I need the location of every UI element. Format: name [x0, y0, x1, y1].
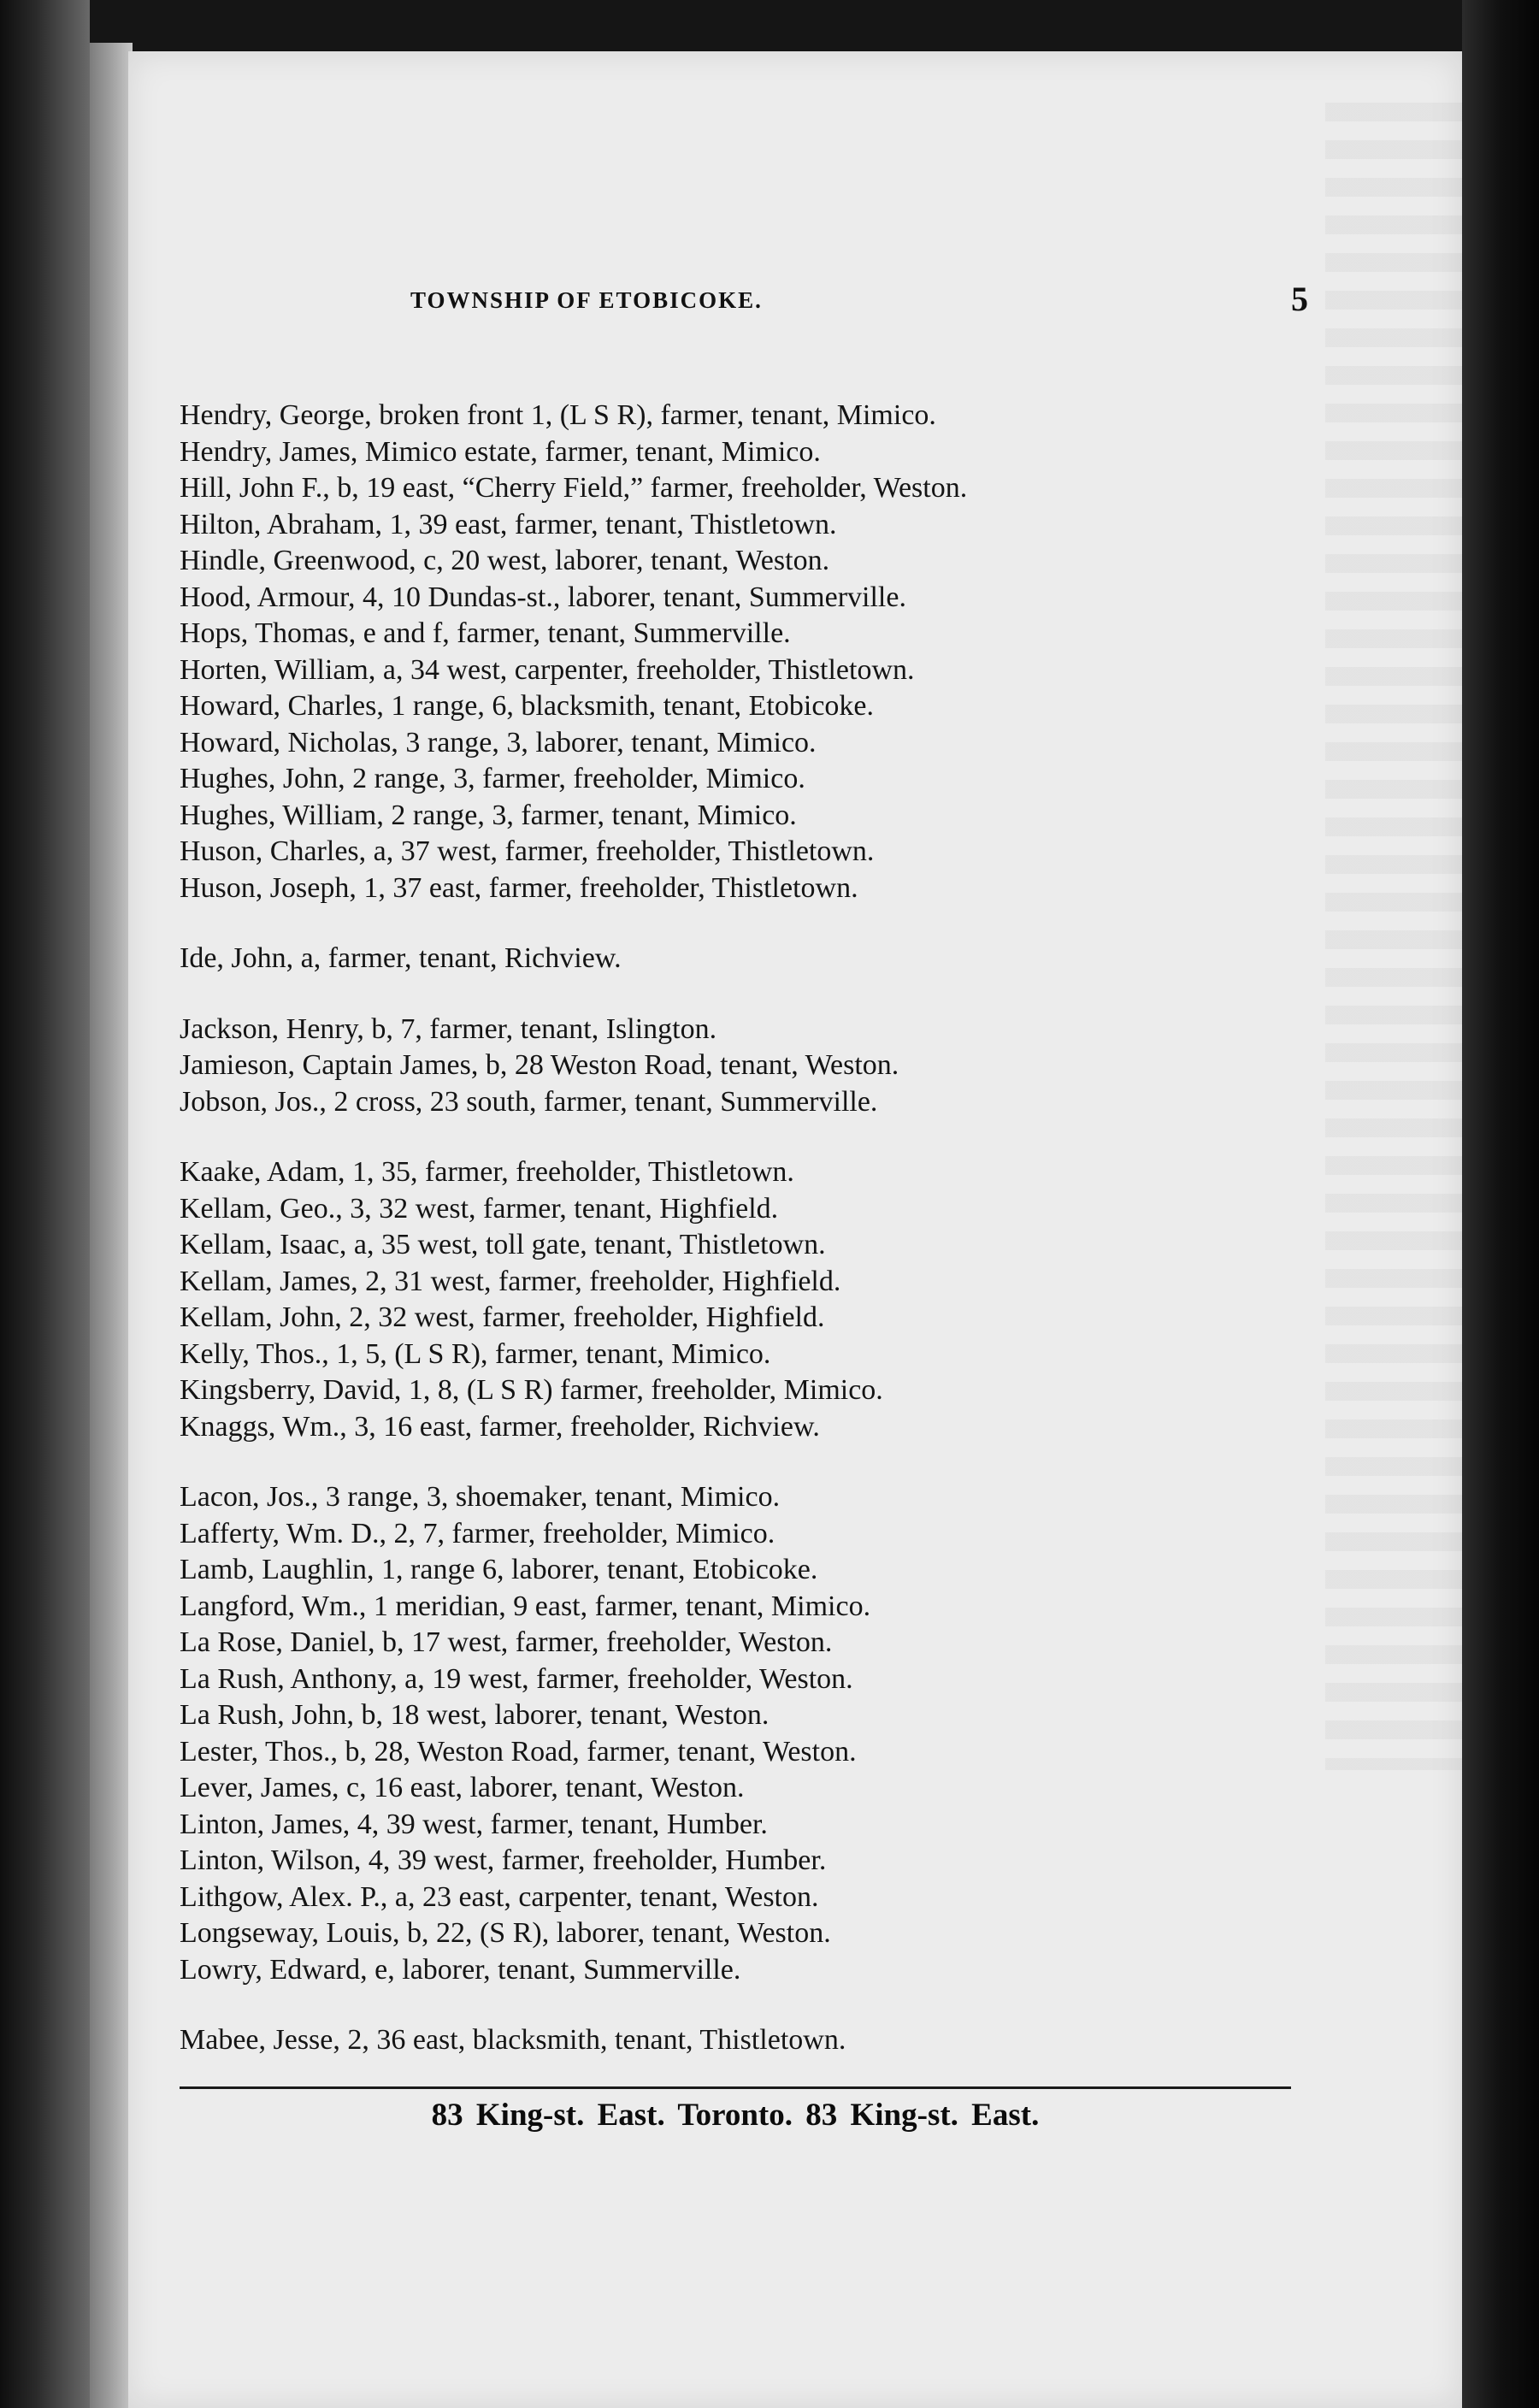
directory-entry: Hughes, John, 2 range, 3, farmer, freeholder, Mimico. — [180, 763, 805, 794]
directory-entry: Lester, Thos., b, 28, Weston Road, farmer, tenant, Weston. — [180, 1735, 857, 1768]
directory-entry: Linton, Wilson, 4, 39 west, farmer, freeholder, Humber. — [180, 1844, 827, 1876]
directory-entry: La Rush, Anthony, a, 19 west, farmer, freeholder, Weston. — [180, 1662, 853, 1695]
directory-entry: Lafferty, Wm. D., 2, 7, farmer, freeholder, Mimico. — [180, 1517, 775, 1549]
entry-group-k — [180, 1154, 1317, 1445]
directory-entry: Hood, Armour, 4, 10 Dundas-st., laborer, tenant, Summerville. — [180, 581, 906, 613]
directory-entry: Jamieson, Captain James, b, 28 Weston Road, tenant, Weston. — [180, 1049, 899, 1081]
directory-entry: Huson, Joseph, 1, 37 east, farmer, freeholder, Thistletown. — [180, 871, 858, 904]
directory-entry: Lever, James, c, 16 east, laborer, tenant, Weston. — [180, 1772, 745, 1803]
directory-entry: Kellam, John, 2, 32 west, farmer, freeholder, Highfield. — [180, 1301, 825, 1333]
directory-entry: Mabee, Jesse, 2, 36 east, blacksmith, tenant, Thistletown. — [180, 2024, 846, 2056]
directory-entries — [180, 398, 1317, 2093]
entry-group-i — [180, 941, 1317, 977]
entry-group-l — [180, 1479, 1317, 1988]
directory-entry: Kaake, Adam, 1, 35, farmer, freeholder, Thistletown. — [180, 1156, 794, 1188]
scan-right-edge — [1462, 0, 1539, 2408]
book-page — [128, 51, 1462, 2408]
directory-entry: Jobson, Jos., 2 cross, 23 south, farmer, tenant, Summerville. — [180, 1085, 878, 1118]
directory-entry: Hughes, William, 2 range, 3, farmer, tenant, Mimico. — [180, 799, 797, 831]
entry-group-m — [180, 2022, 1317, 2059]
footer-rule — [180, 2086, 1291, 2089]
entry-group-h — [180, 398, 1317, 906]
directory-entry: Jackson, Henry, b, 7, farmer, tenant, Islington. — [180, 1012, 717, 1045]
directory-entry: Langford, Wm., 1 meridian, 9 east, farmer, tenant, Mimico. — [180, 1590, 871, 1622]
directory-entry: Kingsberry, David, 1, 8, (L S R) farmer, freeholder, Mimico. — [180, 1374, 883, 1406]
bleed-through-shadow — [1325, 103, 1462, 1770]
directory-entry: Longseway, Louis, b, 22, (S R), laborer, tenant, Weston. — [180, 1917, 831, 1949]
directory-entry: Hendry, George, broken front 1, (L S R), farmer, tenant, Mimico. — [180, 399, 936, 431]
directory-entry: Kelly, Thos., 1, 5, (L S R), farmer, tenant, Mimico. — [180, 1337, 771, 1370]
directory-entry: Hilton, Abraham, 1, 39 east, farmer, tenant, Thistletown. — [180, 508, 837, 540]
directory-entry: Kellam, Isaac, a, 35 west, toll gate, tenant, Thistletown. — [180, 1229, 826, 1260]
book-gutter — [90, 43, 133, 2408]
directory-entry: Hindle, Greenwood, c, 20 west, laborer, tenant, Weston. — [180, 545, 830, 576]
directory-entry: La Rose, Daniel, b, 17 west, farmer, freeholder, Weston. — [180, 1626, 833, 1658]
directory-entry: Ide, John, a, farmer, tenant, Richview. — [180, 942, 622, 974]
directory-entry: Kellam, James, 2, 31 west, farmer, freeholder, Highfield. — [180, 1265, 841, 1297]
page-title: TOWNSHIP OF ETOBICOKE. — [410, 287, 763, 313]
directory-entry: Horten, William, a, 34 west, carpenter, freeholder, Thistletown. — [180, 653, 915, 686]
running-header — [205, 282, 1308, 325]
directory-entry: Hops, Thomas, e and f, farmer, tenant, Summerville. — [180, 617, 791, 649]
directory-entry: Howard, Nicholas, 3 range, 3, laborer, tenant, Mimico. — [180, 726, 817, 758]
scan-left-margin — [0, 0, 90, 2408]
directory-entry: Huson, Charles, a, 37 west, farmer, freeholder, Thistletown. — [180, 835, 875, 867]
entry-group-j — [180, 1012, 1317, 1121]
directory-entry: Hendry, James, Mimico estate, farmer, tenant, Mimico. — [180, 435, 821, 468]
directory-entry: Kellam, Geo., 3, 32 west, farmer, tenant, Highfield. — [180, 1192, 779, 1225]
directory-entry: Knaggs, Wm., 3, 16 east, farmer, freeholder, Richview. — [180, 1410, 820, 1443]
directory-entry: Howard, Charles, 1 range, 6, blacksmith, tenant, Etobicoke. — [180, 690, 874, 722]
footer-address: 83 King-st. East. Toronto. 83 King-st. East. — [431, 2098, 1040, 2133]
directory-entry: Lamb, Laughlin, 1, range 6, laborer, tenant, Etobicoke. — [180, 1554, 818, 1585]
directory-entry: Hill, John F., b, 19 east, “Cherry Field,” farmer, freeholder, Weston. — [180, 472, 968, 504]
directory-entry: Lacon, Jos., 3 range, 3, shoemaker, tenant, Mimico. — [180, 1481, 781, 1513]
directory-entry: La Rush, John, b, 18 west, laborer, tenant, Weston. — [180, 1699, 770, 1731]
page-footer — [180, 2097, 1291, 2148]
directory-entry: Lowry, Edward, e, laborer, tenant, Summerville. — [180, 1953, 741, 1986]
directory-entry: Linton, James, 4, 39 west, farmer, tenant, Humber. — [180, 1808, 768, 1840]
directory-entry: Lithgow, Alex. P., a, 23 east, carpenter, tenant, Weston. — [180, 1880, 819, 1913]
page-number: 5 — [1291, 280, 1308, 318]
